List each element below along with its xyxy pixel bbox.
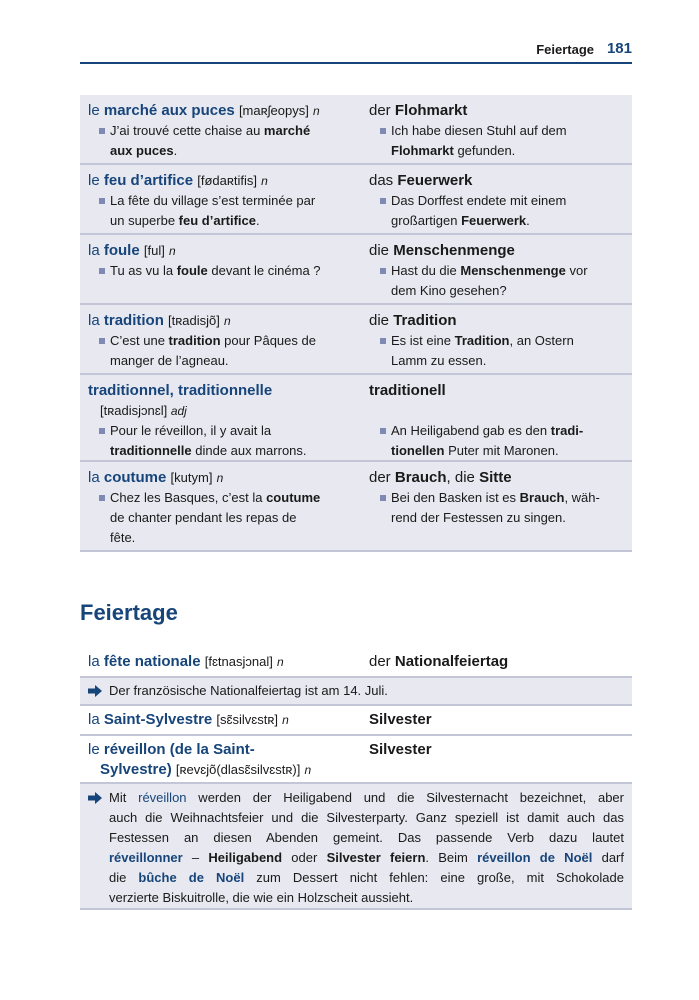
vocab-entry — [80, 305, 632, 375]
french-column — [88, 381, 360, 461]
french-headword: traditionnel, traditionnelle — [88, 382, 273, 399]
holiday-entry — [80, 648, 632, 678]
german-example: An Heiligabend gab es den tradi- tionellen Puter mit Maronen. — [369, 421, 627, 461]
french-headword: le feu d’artifice [fødaʀtifis] n — [88, 172, 268, 189]
french-headword: la coutume [kutym] n — [88, 469, 224, 486]
german-example: Ich habe diesen Stuhl auf dem Flohmarkt gefunden. — [369, 121, 627, 161]
holiday-entry — [80, 706, 632, 736]
german-column — [369, 171, 627, 231]
german-column — [369, 652, 627, 672]
german-column — [369, 101, 627, 161]
french-headword: le marché aux puces [maʀʃeopys] n — [88, 102, 320, 119]
vocab-entry — [80, 462, 632, 552]
running-header — [80, 40, 632, 64]
german-example: Das Dorffest endete mit einem großartigen Feuerwerk. — [369, 191, 627, 231]
french-headword-cont: Sylvestre) [ʀevɛjõ(dlasɛ̃silvɛstʀ)] n — [100, 761, 312, 778]
german-column — [369, 311, 627, 371]
german-column — [369, 468, 627, 528]
german-headword: das Feuerwerk — [369, 172, 473, 189]
french-example: Chez les Basques, c’est la coutume de chanter pendant les repas de fête. — [88, 488, 360, 548]
french-column — [88, 311, 360, 371]
french-column — [88, 710, 363, 730]
french-ipa-line: [tʀadisjɔnɛl] adj — [100, 403, 187, 418]
german-example: Hast du die Menschenmenge vor dem Kino gesehen? — [369, 261, 627, 301]
vocab-entry — [80, 165, 632, 235]
german-headword: der Flohmarkt — [369, 102, 468, 119]
french-column — [88, 101, 360, 161]
german-column — [369, 381, 627, 461]
page-number: 181 — [606, 40, 632, 57]
info-note — [80, 678, 632, 706]
french-column — [88, 241, 360, 281]
german-column — [369, 710, 627, 730]
running-header-section: Feiertage — [536, 42, 594, 57]
french-example: La fête du village s’est terminée par un superbe feu d’artifice. — [88, 191, 360, 231]
german-headword: traditionell — [369, 382, 446, 399]
info-note — [80, 784, 632, 910]
french-column — [88, 468, 360, 548]
vocab-entry — [80, 95, 632, 165]
german-headword: Silvester — [369, 711, 432, 728]
french-column — [88, 171, 360, 231]
german-example: Es ist eine Tradition, an Ostern Lamm zu essen. — [369, 331, 627, 371]
section-title: Feiertage — [80, 600, 178, 625]
german-headword: die Tradition — [369, 312, 457, 329]
french-column — [88, 652, 363, 672]
french-headword: le réveillon (de la Saint- — [88, 741, 255, 758]
german-column — [369, 740, 627, 760]
german-headword: der Brauch, die Sitte — [369, 469, 512, 486]
german-headword: der Nationalfeiertag — [369, 653, 509, 670]
vocab-entry — [80, 375, 632, 462]
french-headword: la Saint-Sylvestre [sɛ̃silvɛstʀ] n — [88, 711, 289, 728]
arrow-right-icon — [88, 792, 102, 804]
french-headword: la fête nationale [fɛtnasjɔnal] n — [88, 653, 284, 670]
french-example: Pour le réveillon, il y avait la traditionnelle dinde aux marrons. — [88, 421, 360, 461]
german-headword: die Menschenmenge — [369, 242, 515, 259]
french-column — [88, 740, 363, 780]
french-headword: la foule [ful] n — [88, 242, 176, 259]
vocab-entry — [80, 235, 632, 305]
french-headword: la tradition [tʀadisjõ] n — [88, 312, 231, 329]
vocab-table — [80, 95, 632, 552]
info-note-text: Mit réveillon werden der Heiligabend und die Silvesternacht bezeichnet, aber auch die Weihnachtsfeier und die Silvesterparty. Ganz speziell ist damit auch das Festessen an diesen Abenden gemeint. Das passende Verb dazu lautet réveillonner – Heiligabend oder Silvester feiern. Beim réveillon de Noël darf die bûche de Noël zum Dessert nicht fehlen: eine große, mit Schokolade verzierte Biskuitrolle, die wie ein Holzscheit aussieht. — [109, 790, 624, 905]
french-example: J’ai trouvé cette chaise au marché aux puces. — [88, 121, 360, 161]
french-example: C’est une tradition pour Pâques de manger de l’agneau. — [88, 331, 360, 371]
arrow-right-icon — [88, 685, 102, 697]
german-example: Bei den Basken ist es Brauch, wäh- rend der Festessen zu singen. — [369, 488, 627, 528]
german-headword: Silvester — [369, 741, 432, 758]
french-example: Tu as vu la foule devant le cinéma ? — [88, 261, 360, 281]
holiday-entry — [80, 736, 632, 784]
info-note-text: Der französische Nationalfeiertag ist am 14. Juli. — [109, 683, 388, 698]
german-column — [369, 241, 627, 301]
